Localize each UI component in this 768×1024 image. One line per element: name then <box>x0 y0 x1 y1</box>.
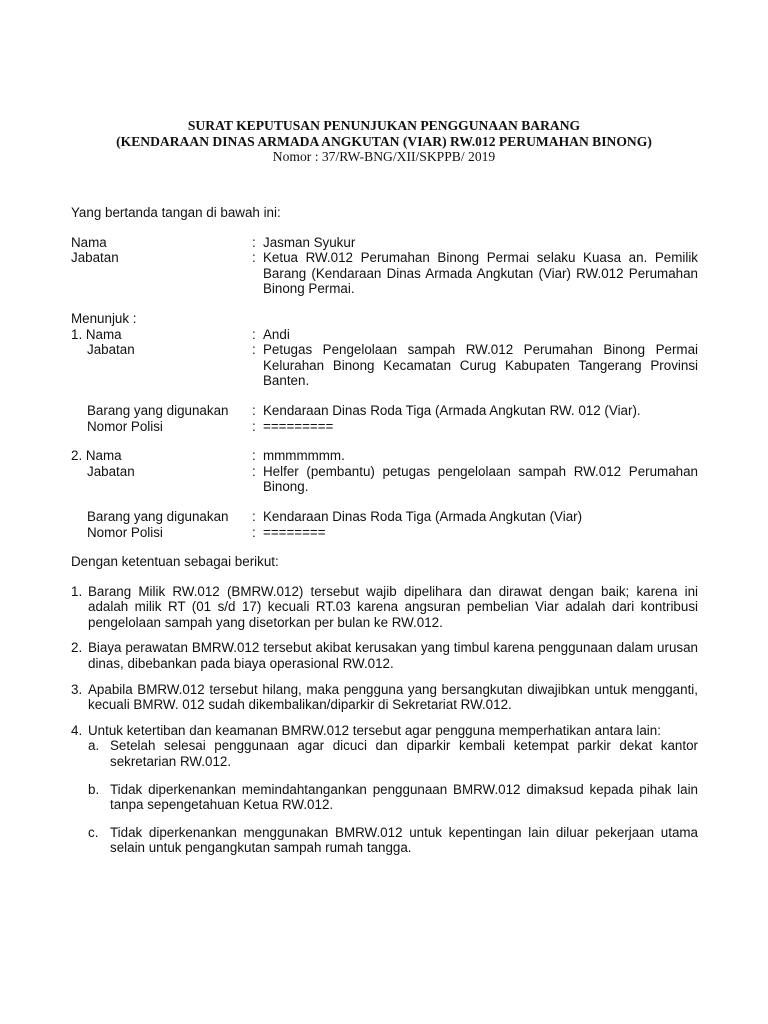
document-body <box>71 205 698 856</box>
appointee-1-position: Petugas Pengelolaan sampah RW.012 Perumahan Binong Permai Kelurahan Binong Kecamatan Curug Kabupaten Tangerang Provinsi Banten. <box>263 342 698 389</box>
provision-text: Untuk ketertiban dan keamanan BMRW.012 tersebut agar pengguna memperhatikan antara lain: <box>88 722 661 738</box>
provision-item <box>71 723 698 739</box>
provision-number: 2. <box>71 640 83 656</box>
appointee-1-name-row: 1. Nama : Andi <box>71 327 698 343</box>
appoint-label: Menunjuk : <box>71 310 137 326</box>
field-label: 2. Nama <box>71 448 122 464</box>
appointee-1-name: Andi <box>263 326 290 342</box>
subprovision-item <box>88 825 698 856</box>
subprovision-item <box>88 738 698 769</box>
provision-item <box>71 640 698 671</box>
appointee-2-name-row: 2. Nama : mmmmmmm. <box>71 448 698 464</box>
subprovision-list <box>71 738 698 856</box>
field-label: Barang yang digunakan <box>87 402 229 418</box>
provision-item <box>71 584 698 631</box>
appointee-2-item-row: Barang yang digunakan : Kendaraan Dinas Roda Tiga (Armada Angkutan (Viar) <box>71 509 698 525</box>
appointee-2-name: mmmmmmm. <box>263 448 345 464</box>
provision-text: Apabila BMRW.012 tersebut hilang, maka pengguna yang bersangkutan diwajibkan untuk mengganti, kecuali BMRW. 012 sudah dikembalikan/diparkir di Sekretariat RW.012. <box>88 681 698 713</box>
field-label: Barang yang digunakan <box>87 508 229 524</box>
provision-number: 3. <box>71 681 83 697</box>
heading-subtitle: (KENDARAAN DINAS ARMADA ANGKUTAN (VIAR) RW.012 PERUMAHAN BINONG) <box>116 133 652 149</box>
appointee-1-position-row: Jabatan : Petugas Pengelolaan sampah RW.012 Perumahan Binong Permai Kelurahan Binong Kecamatan Curug Kabupaten Tangerang Provinsi Banten. <box>71 342 698 389</box>
field-label: Jabatan <box>71 250 119 266</box>
field-label: Nama <box>71 234 107 250</box>
appointee-2-plate-row: Nomor Polisi : ======== <box>71 525 698 541</box>
provision-number: 4. <box>71 722 83 738</box>
heading-number: Nomor : 37/RW-BNG/XII/SKPPB/ 2019 <box>272 149 496 164</box>
signer-name-row: Nama : Jasman Syukur <box>71 235 698 251</box>
appointee-1-plate-row: Nomor Polisi : ========= <box>71 419 698 435</box>
appointee-2-position-row: Jabatan : Helfer (pembantu) petugas pengelolaan sampah RW.012 Perumahan Binong. <box>71 464 698 495</box>
field-label: 1. Nama <box>71 326 122 342</box>
appointee-1-plate: ========= <box>263 418 334 434</box>
signer-position: Ketua RW.012 Perumahan Binong Permai selaku Kuasa an. Pemilik Barang (Kendaraan Dinas Armada Angkutan (Viar) RW.012 Perumahan Binong Permai. <box>263 250 698 297</box>
subprovision-text: Setelah selesai penggunaan agar dicuci dan diparkir kembali ketempat parkir dekat kantor sekretarian RW.012. <box>110 738 698 770</box>
provision-number: 1. <box>71 583 83 599</box>
field-label: Nomor Polisi <box>87 418 163 434</box>
provision-item <box>71 682 698 713</box>
signer-position-row: Jabatan : Ketua RW.012 Perumahan Binong Permai selaku Kuasa an. Pemilik Barang (Kendaraan Dinas Armada Angkutan (Viar) RW.012 Perumahan Binong Permai. <box>71 250 698 297</box>
appointee-1-item: Kendaraan Dinas Roda Tiga (Armada Angkutan RW. 012 (Viar). <box>263 402 641 418</box>
provision-text: Barang Milik RW.012 (BMRW.012) tersebut wajib dipelihara dan dirawat dengan baik; karena ini adalah milik RT (01 s/d 17) kecuali RT.03 karena angsuran pembelian Viar adalah dari kontribusi pengelolaan sampah yang disetorkan per bulan ke RW.012. <box>88 583 698 630</box>
subprovision-letter: c. <box>88 824 99 840</box>
field-label: Nomor Polisi <box>87 524 163 540</box>
appointee-2-position: Helfer (pembantu) petugas pengelolaan sampah RW.012 Perumahan Binong. <box>263 463 698 495</box>
heading-title: SURAT KEPUTUSAN PENUNJUKAN PENGGUNAAN BARANG <box>187 118 581 133</box>
signer-name: Jasman Syukur <box>263 234 356 250</box>
document-heading <box>0 118 768 165</box>
subprovision-text: Tidak diperkenankan memindahtangankan penggunaan BMRW.012 dimaksud kepada pihak lain tanpa sepengetahuan Ketua RW.012. <box>110 781 698 813</box>
provisions-label: Dengan ketentuan sebagai berikut: <box>71 554 279 570</box>
subprovision-letter: b. <box>88 781 100 797</box>
appointee-1-item-row: Barang yang digunakan : Kendaraan Dinas Roda Tiga (Armada Angkutan RW. 012 (Viar). <box>71 403 698 419</box>
provision-text: Biaya perawatan BMRW.012 tersebut akibat kerusakan yang timbul karena penggunaan dalam urusan dinas, dibebankan pada biaya operasional RW.012. <box>88 640 698 672</box>
field-label: Jabatan <box>87 342 135 358</box>
subprovision-text: Tidak diperkenankan menggunakan BMRW.012 untuk kepentingan lain diluar pekerjaan utama selain untuk pengangkutan sampah rumah tangga. <box>110 824 698 856</box>
appointee-2-plate: ======== <box>263 524 326 540</box>
field-label: Jabatan <box>87 463 135 479</box>
subprovision-item <box>88 782 698 813</box>
appointee-2-item: Kendaraan Dinas Roda Tiga (Armada Angkutan (Viar) <box>263 508 583 524</box>
intro-text: Yang bertanda tangan di bawah ini: <box>71 205 281 220</box>
subprovision-letter: a. <box>88 738 100 754</box>
